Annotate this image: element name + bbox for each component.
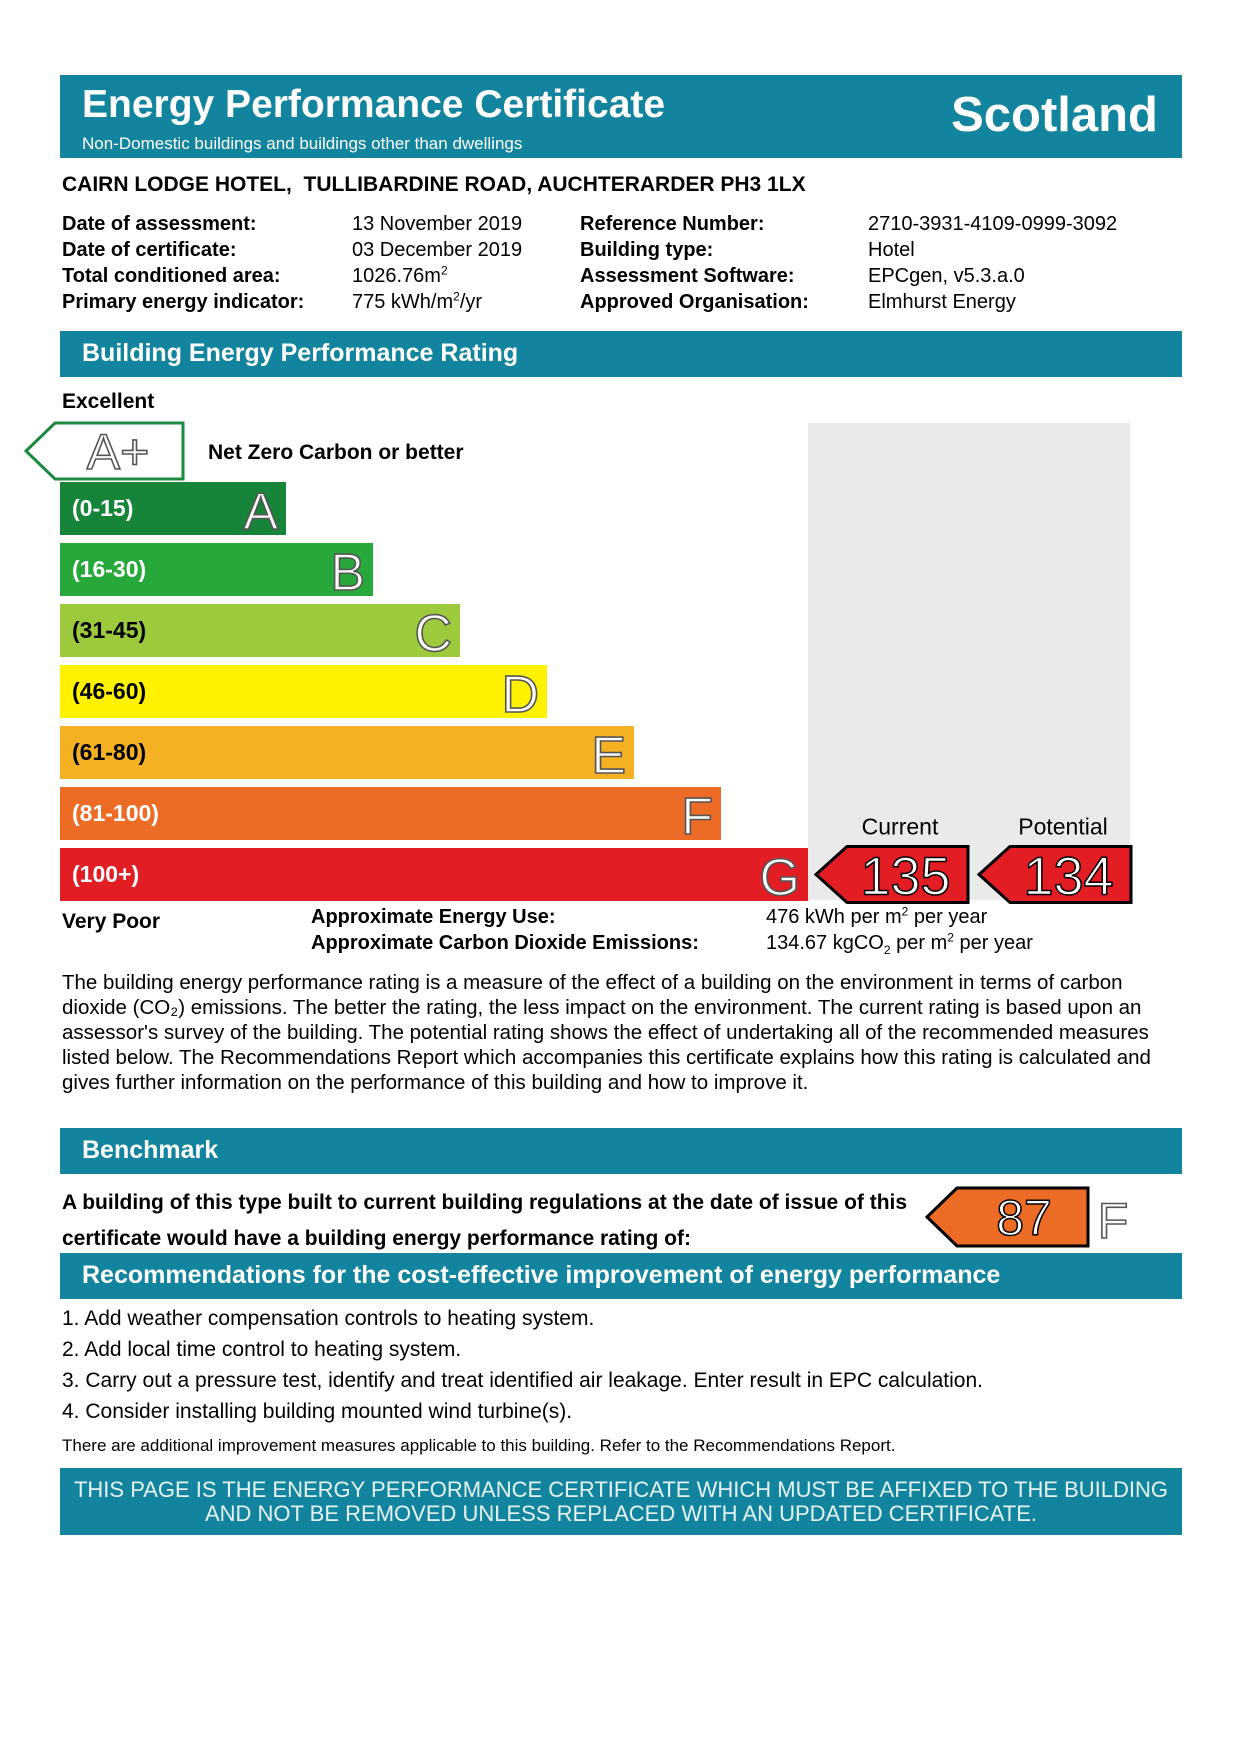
band-letter-b: B [330, 544, 365, 602]
band-range-e: (61-80) [72, 739, 147, 765]
very-poor-label: Very Poor [62, 910, 161, 933]
primary-energy-label: Primary energy indicator: [62, 291, 305, 313]
certificate-title: Energy Performance Certificate [82, 83, 666, 126]
band-range-g: (100+) [72, 861, 140, 887]
software-label: Assessment Software: [580, 265, 795, 287]
band-letter-a: A [243, 483, 278, 541]
recommendations-title: Recommendations for the cost-effective improvement of energy performance [82, 1261, 1001, 1289]
band-letter-g: G [759, 849, 800, 907]
band-letter-d: D [501, 666, 539, 724]
band-bar-f [60, 787, 721, 840]
band-letter-e: E [591, 727, 626, 785]
recommendation-item: 4. Consider installing building mounted wind turbine(s). [62, 1400, 573, 1423]
organisation-value: Elmhurst Energy [868, 291, 1016, 313]
benchmark-section-bar [60, 1128, 1182, 1174]
primary-energy-value: 775 kWh/$m^2/yr$ [352, 289, 483, 313]
certificate-footer [60, 1468, 1182, 1535]
band-range-f: (81-100) [72, 800, 159, 826]
excellent-label: Excellent [62, 390, 155, 413]
region-label: Scotland [951, 88, 1158, 142]
co2-label: Approximate Carbon Dioxide Emissions: [311, 932, 699, 954]
potential-rating-label: Potential [1018, 813, 1108, 840]
band-bar-g [60, 848, 808, 901]
band-a-plus-label: Net Zero Carbon or better [208, 441, 464, 464]
current-rating-label: Current [861, 813, 939, 840]
potential-rating-value: 134 [1023, 846, 1114, 907]
footer-notice: THIS PAGE IS THE ENERGY PERFORMANCE CERTIFICATE WHICH MUST BE AFFIXED TO THE BUILDING AND NOT BE REMOVED UNLESS REPLACED WITH AN UPDATED CERTIFICATE. [73, 1477, 1169, 1526]
band-letter-f: F [681, 788, 713, 846]
recommendation-item: 1. Add weather compensation controls to heating system. [62, 1307, 595, 1330]
building-type-value: Hotel [868, 239, 915, 261]
band-range-c: (31-45) [72, 617, 147, 643]
building-type-label: Building type: [580, 239, 714, 261]
benchmark-title: Benchmark [82, 1136, 219, 1164]
rating-section-title: Building Energy Performance Rating [82, 339, 519, 367]
date-assessment-label: Date of assessment: [62, 213, 257, 235]
recommendations-section-bar [60, 1253, 1182, 1299]
benchmark-text: A building of this type built to current building regulations at the date of issue of this certificate would have a building energy performance rating of: [62, 1191, 908, 1250]
date-certificate-label: Date of certificate: [62, 239, 237, 261]
date-certificate-value: 03 December 2019 [352, 239, 523, 261]
rating-description: The building energy performance rating is a measure of the effect of a building on the environment in terms of carbon dioxide (CO₂) emissions. The better the rating, the less impact on the environment. The current rating is based upon an assessor's survey of the building. The potential rating shows the effect of undertaking all of the recommended measures listed below. The Recommendations Report which accompanies this certificate explains how this rating is calculated and gives further information on the performance of this building and how to improve it. [62, 971, 1151, 1094]
band-letter-c: C [414, 605, 452, 663]
co2-value: 134.67 kgCO$_2$ per $m^2$ per year [766, 930, 1033, 957]
area-label: Total conditioned area: [62, 265, 281, 287]
reference-label: Reference Number: [580, 213, 765, 235]
recommendation-item: 2. Add local time control to heating system. [62, 1338, 462, 1361]
property-address: CAIRN LODGE HOTEL, TULLIBARDINE ROAD, AUCHTERARDER PH3 1LX [62, 173, 806, 196]
organisation-label: Approved Organisation: [580, 291, 809, 313]
recommendations-note: There are additional improvement measures applicable to this building. Refer to the Recommendations Report. [62, 1436, 896, 1455]
band-range-a: (0-15) [72, 495, 134, 521]
area-value: $1026.76m^2$ [352, 263, 448, 287]
date-assessment-value: 13 November 2019 [352, 213, 523, 235]
energy-use-label: Approximate Energy Use: [311, 906, 556, 928]
band-range-d: (46-60) [72, 678, 147, 704]
band-range-b: (16-30) [72, 556, 147, 582]
reference-value: 2710-3931-4109-0999-3092 [868, 213, 1118, 235]
benchmark-value: 87 [996, 1190, 1052, 1246]
recommendation-item: 3. Carry out a pressure test, identify and treat identified air leakage. Enter result in EPC calculation. [62, 1369, 983, 1392]
certificate-subtitle: Non-Domestic buildings and buildings other than dwellings [82, 134, 523, 153]
band-letter-a-plus: A+ [86, 424, 150, 480]
software-value: EPCgen, v5.3.a.0 [868, 265, 1025, 287]
current-rating-value: 135 [860, 846, 951, 907]
benchmark-band-letter: F [1097, 1193, 1129, 1248]
benchmark-rating [925, 1186, 1145, 1248]
energy-use-value: 476 kWh per $m^2$ per year [766, 904, 988, 928]
